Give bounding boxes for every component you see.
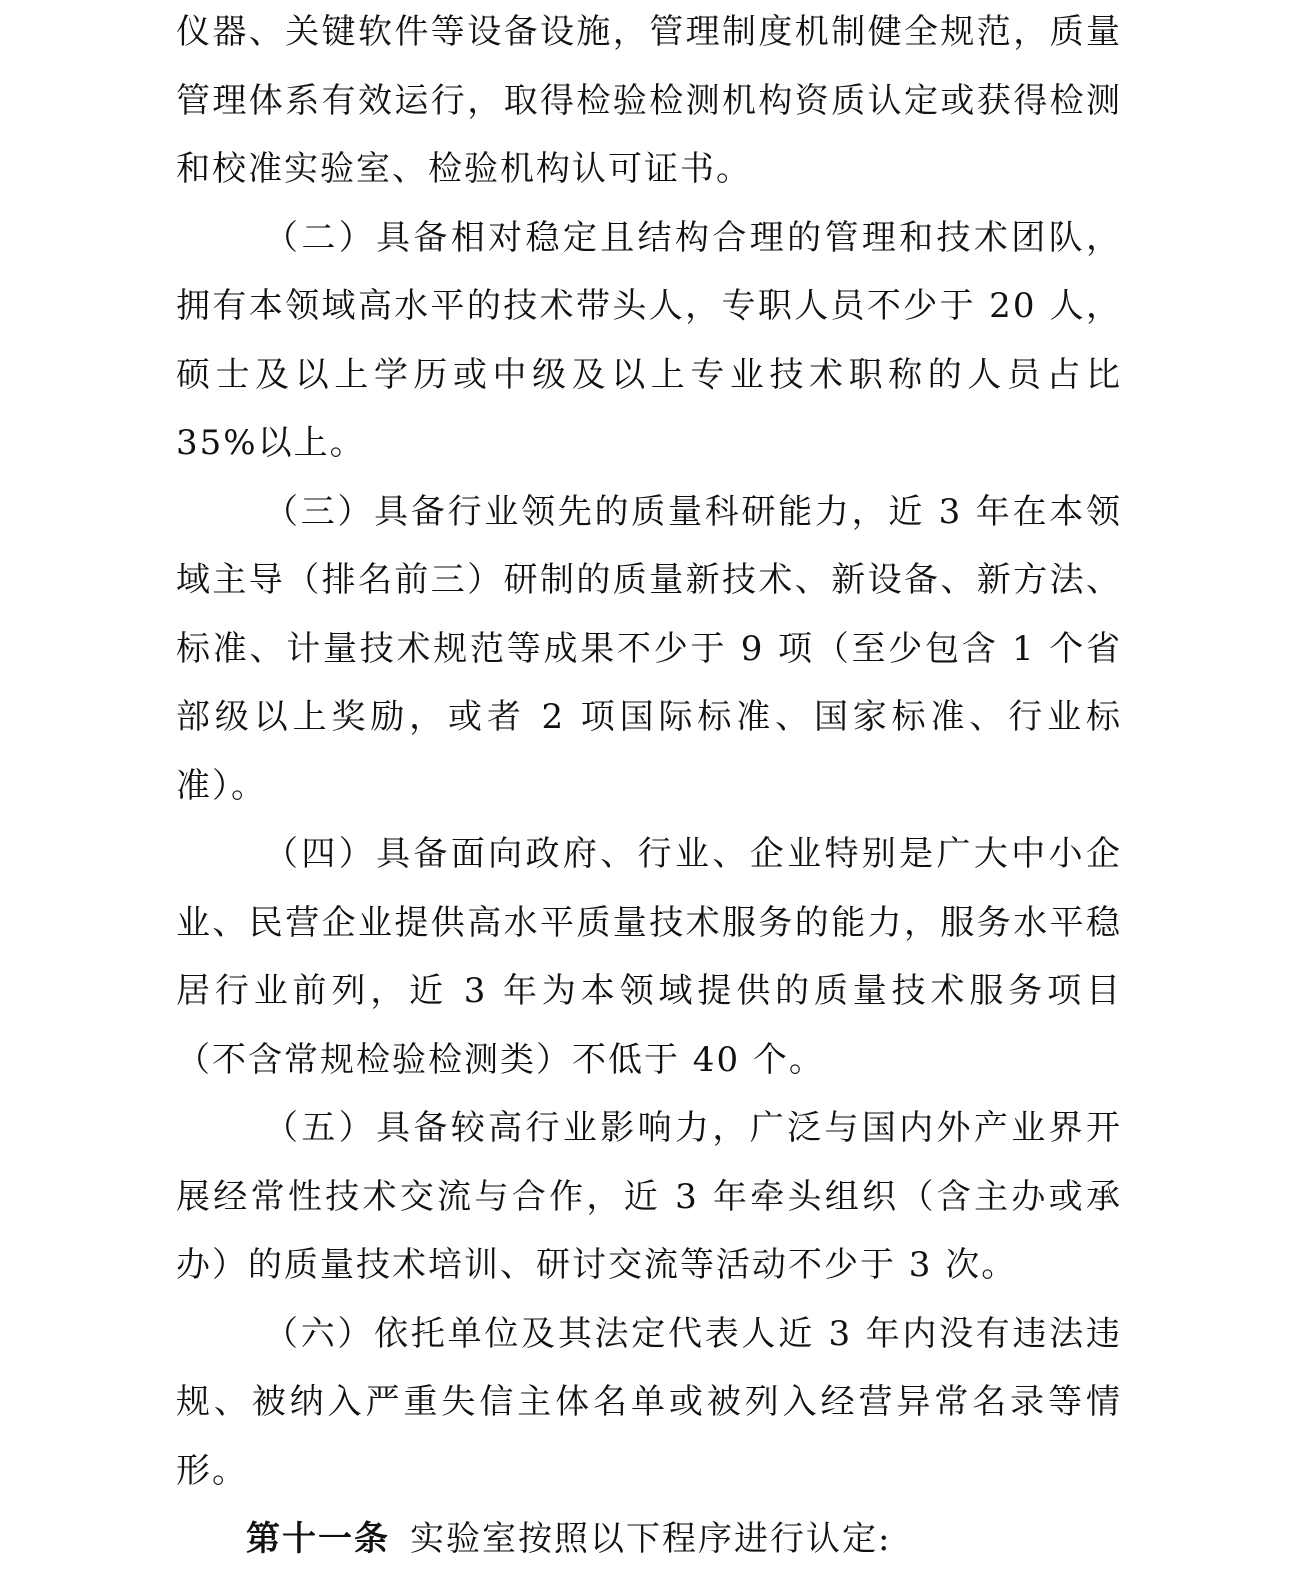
paragraph-item-4: （四）具备面向政府、行业、企业特别是广大中小企业、民营企业提供高水平质量技术服务的能力，服务水平稳居行业前列，近 3 年为本领域提供的质量技术服务项目（不含常规检验检测类）不低于 40 个。 — [176, 834, 1122, 1080]
document-page — [176, 0, 1122, 1574]
paragraph-item-6: （六）依托单位及其法定代表人近 3 年内没有违法违规、被纳入严重失信主体名单或被列入经营异常名录等情形。 — [176, 1313, 1122, 1491]
paragraph-item-3: （三）具备行业领先的质量科研能力，近 3 年在本领域主导（排名前三）研制的质量新技术、新设备、新方法、标准、计量技术规范等成果不少于 9 项（至少包含 1 个省部级以上奖励，或者 2 项国际标准、国家标准、行业标准）。 — [176, 491, 1122, 806]
article-text: 实验室按照以下程序进行认定: — [410, 1519, 892, 1559]
paragraph-item-2: （二）具备相对稳定且结构合理的管理和技术团队，拥有本领域高水平的技术带头人，专职人员不少于 20 人，硕士及以上学历或中级及以上专业技术职称的人员占比 35%以上。 — [176, 217, 1122, 463]
article-heading — [176, 1505, 1122, 1574]
paragraph-item-5: （五）具备较高行业影响力，广泛与国内外产业界开展经常性技术交流与合作，近 3 年牵头组织（含主办或承办）的质量技术培训、研讨交流等活动不少于 3 次。 — [176, 1108, 1122, 1285]
paragraph-continuation: 仪器、关键软件等设备设施，管理制度机制健全规范，质量管理体系有效运行，取得检验检测机构资质认定或获得检测和校准实验室、检验机构认可证书。 — [176, 12, 1122, 189]
article-number: 第十一条 — [246, 1519, 390, 1559]
